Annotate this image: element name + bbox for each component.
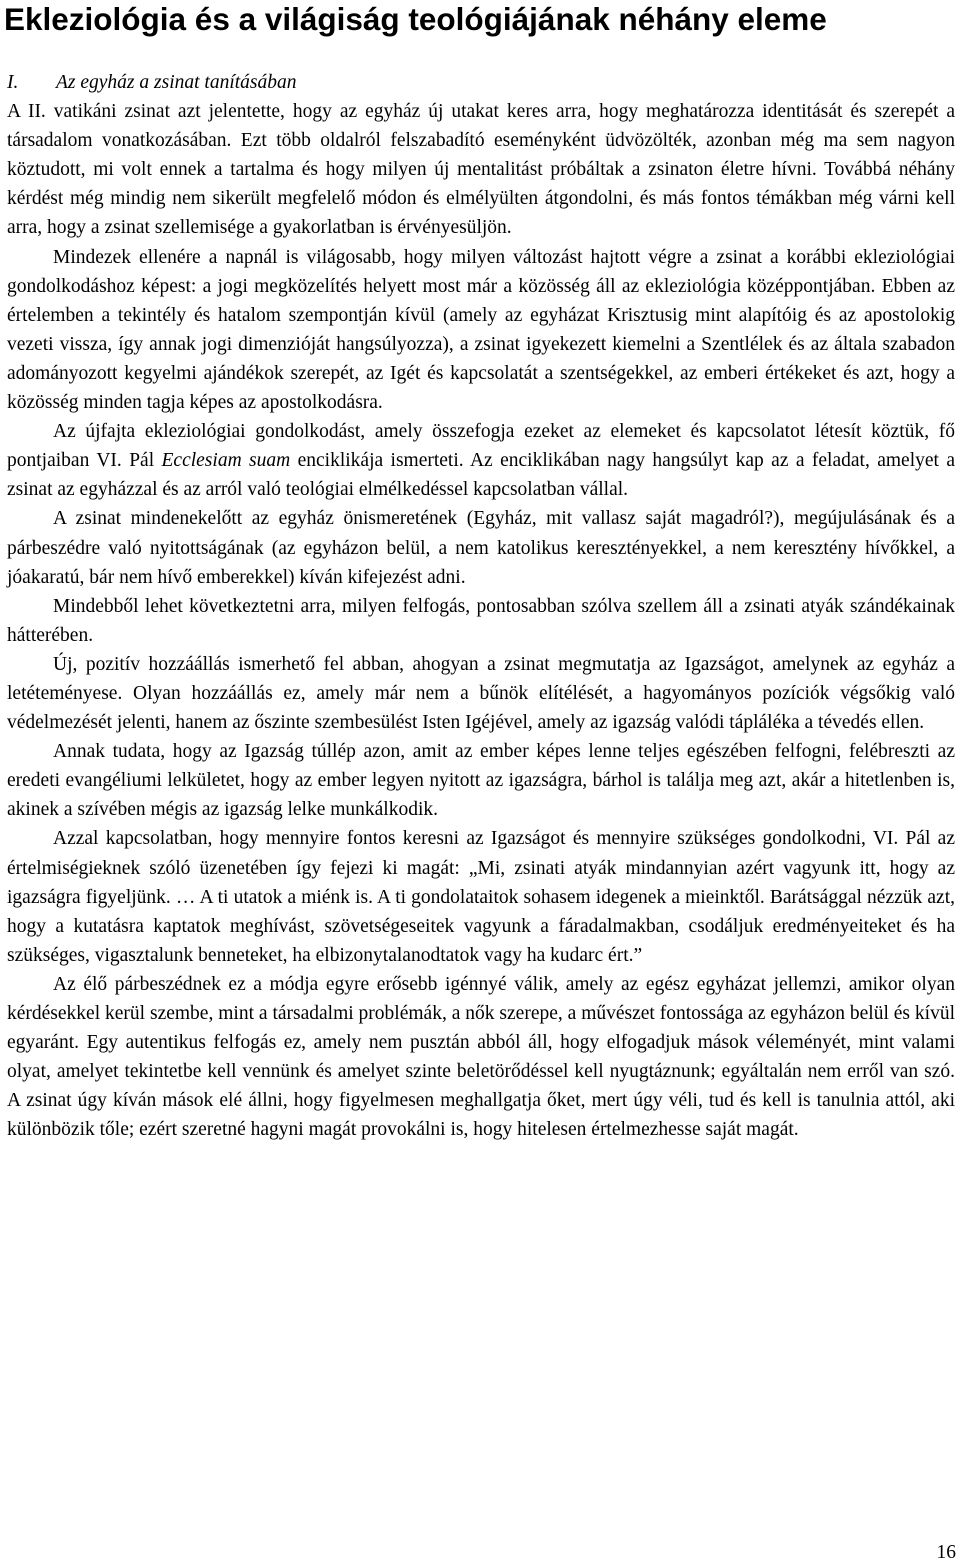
- paragraph-8: Azzal kapcsolatban, hogy mennyire fontos keresni az Igazságot és mennyire szükséges gondolkodni, VI. Pál az értelmiségieknek szóló üzenetében így fejezi ki magát: „Mi, zsinati atyák mindannyian azért vagyunk itt, hogy az igazságra figyeljünk. … A ti utatok a miénk is. A ti gondolataitok sohasem idegenek a mieinktől. Barátsággal nézzük azt, hogy a kutatásra kaptatok meghívást, szövetségeseitek vagyunk a fáradalmakban, csodáljuk eredményeiteket és ha szükséges, vigasztalunk benneteket, ha elbizonytalanodtatok vagy ha kudarc ért.”: [7, 828, 955, 966]
- paragraph-6: Új, pozitív hozzáállás ismerhető fel abban, ahogyan a zsinat megmutatja az Igazságot, amelynek az egyház a letéteményese. Olyan hozzáállás ez, amely már nem a bűnök elítélését, a hagyományos pozíciók végsőkig való védelmezését jelenti, hanem az őszinte szembesülést Isten Igéjével, amely az igazság valódi tápláléka a tévedés ellen.: [7, 653, 955, 734]
- section-number: I.: [7, 72, 19, 93]
- document-body: [7, 68, 955, 1144]
- paragraph-2: Mindezek ellenére a napnál is világosabb, hogy milyen változást hajtott végre a zsinat a korábbi ekleziológiai gondolkodáshoz képest: a jogi megközelítés helyett most már a közösség áll az ekleziológia középpontjában. Ebben az értelemben a tekintély és hatalom szempontján kívül (amely az egyházat Krisztusig mint alapítóig és az apostolokig vezeti vissza, így annak jogi dimenzióját hangsúlyozza), a zsinat igyekezett kiemelni a Szentlélek és az általa szabadon adományozott kegyelmi ajándékok szerepét, az Igét és kapcsolatát a szentségekkel, az emberi értékeket és azt, hogy a közösség minden tagja képes az apostolkodásra.: [7, 246, 955, 414]
- paragraph-3: [7, 417, 955, 504]
- encyclical-title: Ecclesiam suam: [161, 450, 291, 472]
- paragraph-9: Az élő párbeszédnek ez a módja egyre erősebb igénnyé válik, amely az egész egyházat jellemzi, amikor olyan kérdésekkel kerül szembe, mint a társadalmi problémák, a nők szerepe, a művészet fontossága az egyházon belül és kívül egyaránt. Egy autentikus felfogás ez, amely nem pusztán abból áll, hogy elfogadjuk mások véleményét, mint valami olyat, amelyet tekintetbe kell vennünk és amelyet szinte beletörődéssel kell nyugtáznunk; egyáltalán nem erről van szó. A zsinat úgy kíván mások elé állni, hogy figyelmesen meghallgatja őket, mert úgy véli, tud és kell is tanulnia attól, aki különbözik tőle; ezért szeretné hagyni magát provokálni is, hogy hitelesen értelmezhesse saját magát.: [7, 973, 955, 1141]
- paragraph-5: Mindebből lehet következtetni arra, milyen felfogás, pontosabban szólva szellem áll a zsinati atyák szándékainak hátterében.: [7, 595, 955, 646]
- paragraph-4: A zsinat mindenekelőtt az egyház önismeretének (Egyház, mit vallasz saját magadról?), megújulásának és a párbeszédre való nyitottságának (az egyházon belül, a nem katolikus keresztényekkel, a nem keresztény hívőkkel, a jóakaratú, bár nem hívő emberekkel) kíván kifejezést adni.: [7, 508, 955, 588]
- page-number: 16: [936, 1542, 956, 1563]
- section-title: Az egyház a zsinat tanításában: [56, 72, 297, 93]
- paragraph-7: Annak tudata, hogy az Igazság túllép azon, amit az ember képes lenne teljes egészében felfogni, felébreszti az eredeti evangéliumi lelkületet, hogy az ember legyen nyitott az igazságra, bárhol is találja meg azt, akár a hitetlenben is, akinek a szívében mégis az igazság lelke munkálkodik.: [7, 741, 955, 821]
- paragraph-3-before: Az újfajta ekleziológiai gondolkodást, amely összefogja ezeket az elemeket és kapcsolatot létesít köztük, fő pontjaiban VI. Pál: [7, 421, 955, 472]
- document-title: Ekleziológia és a világiság teológiájának néhány eleme: [4, 1, 827, 37]
- section-heading: [7, 68, 955, 97]
- paragraph-3-after: enciklikája ismerteti. Az enciklikában nagy hangsúlyt kap az a feladat, amelyet a zsinat az egyházzal és az arról való teológiai elmélkedéssel kapcsolatban vállal.: [7, 450, 955, 501]
- paragraph-1: A II. vatikáni zsinat azt jelentette, hogy az egyház új utakat keres arra, hogy meghatározza identitását és szerepét a társadalom vonatkozásában. Ezt több oldalról felszabadító eseményként üdvözölték, azonban még ma sem nagyon köztudott, mi volt ennek a tartalma és hogy milyen új mentalitást próbáltak a zsinaton életre hívni. Továbbá néhány kérdést még mindig nem sikerült megfelelő módon és elmélyülten átgondolni, és más fontos témákban még várni kell arra, hogy a zsinat szellemisége a gyakorlatban is érvényesüljön.: [7, 101, 955, 239]
